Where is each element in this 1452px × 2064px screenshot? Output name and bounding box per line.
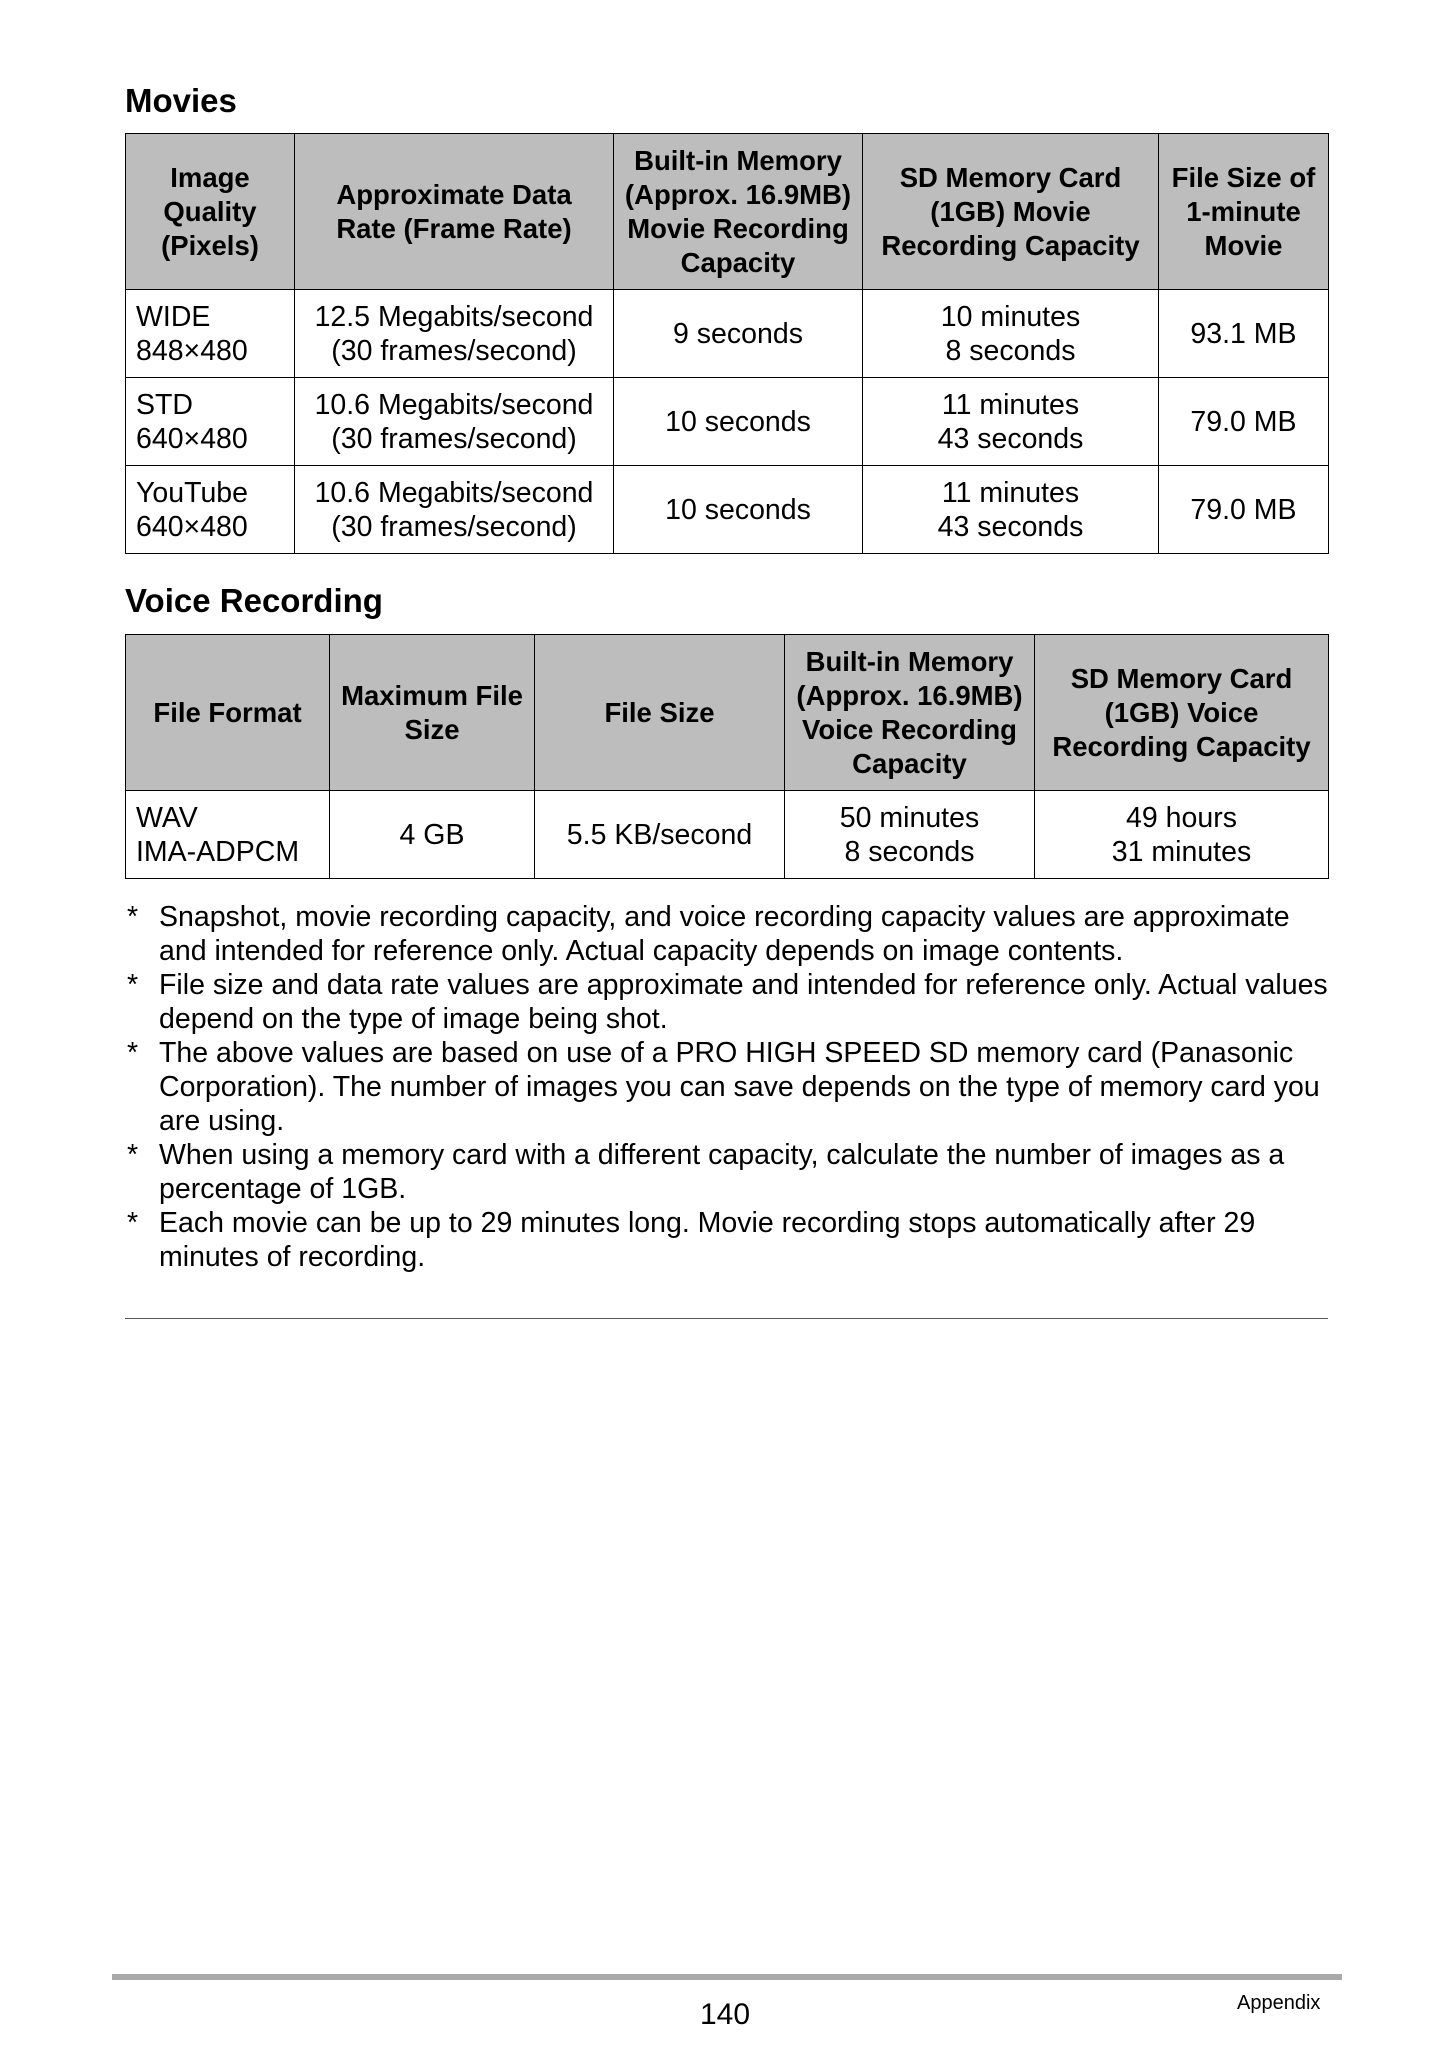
cell-data-rate: 12.5 Megabits/second (30 frames/second) [295, 290, 614, 378]
page-number: 140 [700, 1998, 751, 2031]
cell-sd-capacity: 49 hours 31 minutes [1035, 791, 1329, 879]
footnotes-list [125, 900, 1335, 1274]
header-sd-capacity: SD Memory Card (1GB) Voice Recording Capacity [1035, 635, 1329, 791]
footnote-text: File size and data rate values are approximate and intended for reference only. Actual values depend on the type of image being shot. [159, 969, 1328, 1035]
cell-file-size: 5.5 KB/second [535, 791, 785, 879]
cell-builtin-capacity: 10 seconds [614, 378, 863, 466]
header-file-size: File Size [535, 635, 785, 791]
cell-builtin-capacity: 50 minutes 8 seconds [785, 791, 1035, 879]
header-sd-capacity: SD Memory Card (1GB) Movie Recording Capacity [863, 134, 1159, 290]
movies-table [125, 133, 1329, 554]
cell-file-size: 79.0 MB [1159, 466, 1329, 554]
movies-section-title: Movies [125, 82, 237, 119]
cell-data-rate: 10.6 Megabits/second (30 frames/second) [295, 466, 614, 554]
cell-quality: YouTube 640×480 [126, 466, 295, 554]
header-file-size: File Size of 1-minute Movie [1159, 134, 1329, 290]
voice-section-title: Voice Recording [125, 582, 383, 619]
footnote-item [125, 1036, 1335, 1138]
voice-recording-table [125, 634, 1329, 879]
cell-sd-capacity: 11 minutes 43 seconds [863, 466, 1159, 554]
footnote-text: Snapshot, movie recording capacity, and voice recording capacity values are approximate and intended for reference only. Actual capacity depends on image contents. [159, 901, 1290, 967]
table-row [126, 290, 1329, 378]
footnote-item [125, 900, 1335, 968]
notes-divider [125, 1318, 1328, 1319]
asterisk-marker: * [127, 1139, 139, 1171]
footnote-item [125, 968, 1335, 1036]
cell-file-size: 93.1 MB [1159, 290, 1329, 378]
cell-max-file-size: 4 GB [330, 791, 535, 879]
table-header-row [126, 635, 1329, 791]
header-builtin-capacity: Built-in Memory (Approx. 16.9MB) Movie Recording Capacity [614, 134, 863, 290]
footer-divider [112, 1974, 1342, 1980]
cell-file-format: WAV IMA-ADPCM [126, 791, 330, 879]
cell-builtin-capacity: 10 seconds [614, 466, 863, 554]
table-row [126, 791, 1329, 879]
cell-data-rate: 10.6 Megabits/second (30 frames/second) [295, 378, 614, 466]
header-image-quality: Image Quality (Pixels) [126, 134, 295, 290]
cell-sd-capacity: 10 minutes 8 seconds [863, 290, 1159, 378]
footnote-text: The above values are based on use of a PRO HIGH SPEED SD memory card (Panasonic Corporation). The number of images you can save depends on the type of memory card you are using. [159, 1037, 1320, 1137]
footnote-text: Each movie can be up to 29 minutes long. Movie recording stops automatically after 29 minutes of recording. [159, 1207, 1256, 1273]
asterisk-marker: * [127, 1037, 139, 1069]
footnote-item [125, 1206, 1335, 1274]
table-row [126, 466, 1329, 554]
header-data-rate: Approximate Data Rate (Frame Rate) [295, 134, 614, 290]
asterisk-marker: * [127, 901, 139, 933]
table-header-row [126, 134, 1329, 290]
footnote-item [125, 1138, 1335, 1206]
table-row [126, 378, 1329, 466]
footer-section-label: Appendix [1237, 1992, 1321, 2014]
header-builtin-capacity: Built-in Memory (Approx. 16.9MB) Voice Recording Capacity [785, 635, 1035, 791]
asterisk-marker: * [127, 1207, 139, 1239]
cell-builtin-capacity: 9 seconds [614, 290, 863, 378]
cell-file-size: 79.0 MB [1159, 378, 1329, 466]
footnote-text: When using a memory card with a different capacity, calculate the number of images as a percentage of 1GB. [159, 1139, 1285, 1205]
header-max-file-size: Maximum File Size [330, 635, 535, 791]
cell-sd-capacity: 11 minutes 43 seconds [863, 378, 1159, 466]
asterisk-marker: * [127, 969, 139, 1001]
cell-quality: STD 640×480 [126, 378, 295, 466]
header-file-format: File Format [126, 635, 330, 791]
cell-quality: WIDE 848×480 [126, 290, 295, 378]
